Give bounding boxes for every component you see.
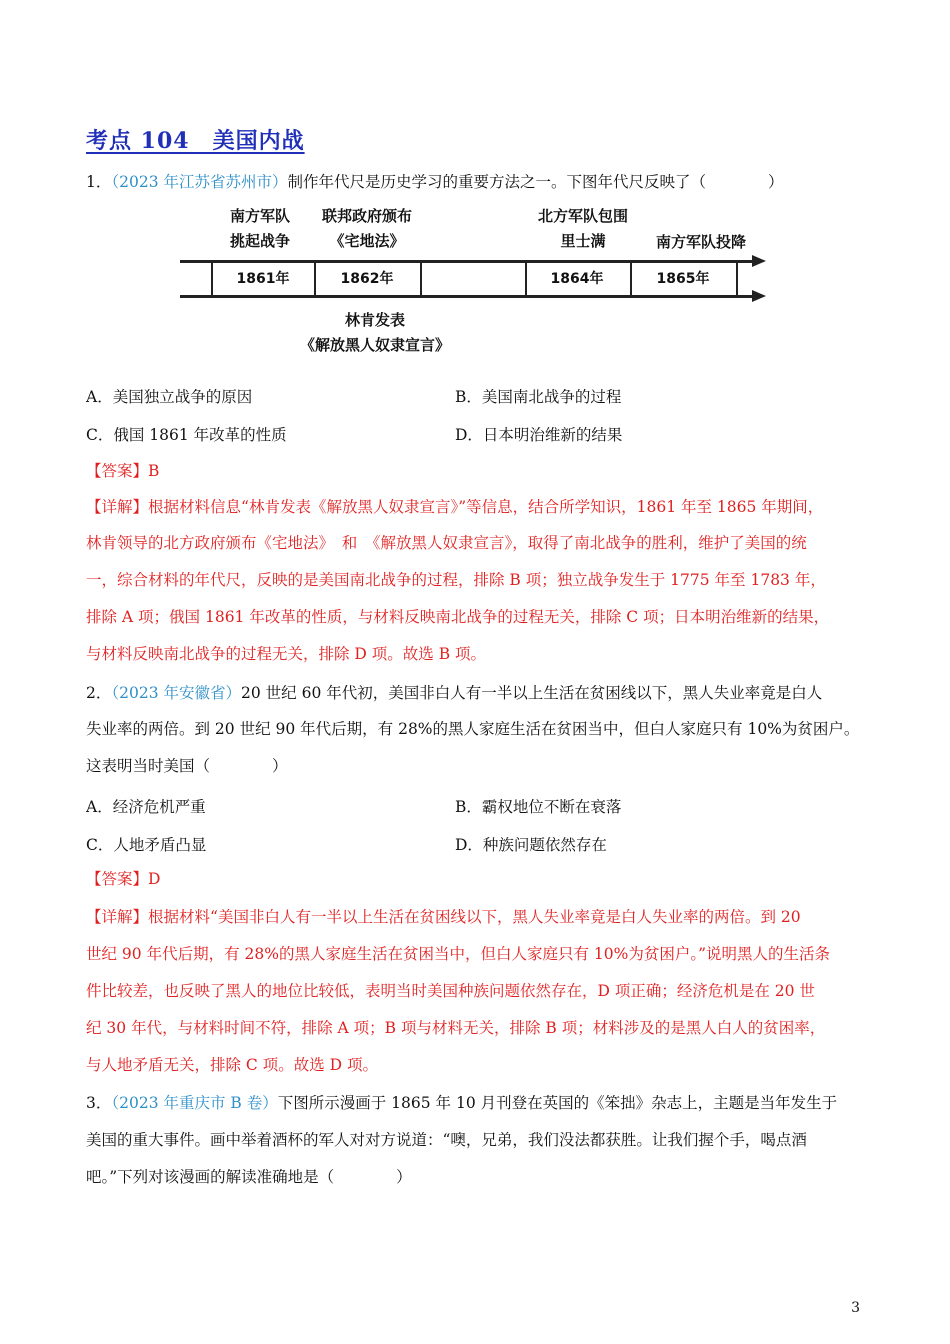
q1-stem-line	[86, 172, 784, 192]
timeline-arrow-bottom	[752, 290, 766, 302]
q1-detail-line: 排除 A 项；俄国 1861 年改革的性质，与材料反映南北战争的过程无关，排除 C 项；日本明治维新的结果，	[86, 608, 830, 626]
q2-source: （2023 年安徽省）	[111, 684, 241, 702]
q3-number: 3．	[86, 1094, 112, 1112]
q1-detail-label: 【详解】	[86, 498, 149, 516]
q2-option-c: C．人地矛盾凸显	[86, 836, 207, 854]
q2-number: 2．	[86, 684, 112, 702]
q3-stem-line: 美国的重大事件。画中举着酒杯的军人对对方说道：“噢，兄弟，我们没法都获胜。让我们握个手，喝点酒	[86, 1131, 807, 1149]
timeline-event-4: 北方军队包围 里士满	[537, 207, 628, 250]
timeline-tick	[736, 261, 738, 297]
timeline-event-3: 林肯发表 《解放黑人奴隶宣言》	[299, 311, 450, 354]
q1-option-c: C．俄国 1861 年改革的性质	[86, 426, 287, 444]
page-number: 3	[851, 1300, 860, 1316]
q2-stem-line: 这表明当时美国（ ）	[86, 757, 288, 775]
q1-option-b: B．美国南北战争的过程	[455, 388, 622, 406]
timeline-tick	[211, 261, 213, 297]
q2-detail-line: 纪 30 年代，与材料时间不符，排除 A 项；B 项与材料无关，排除 B 项；材料涉及的是黑人白人的贫困率，	[86, 1019, 826, 1037]
timeline-event-5: 南方军队投降	[655, 233, 746, 251]
q2-detail-line: 世纪 90 年代后期，有 28%的黑人家庭生活在贫困当中，但白人家庭只有 10%为贫困户。”说明黑人的生活条	[86, 945, 831, 963]
timeline-axis-bottom	[180, 295, 754, 298]
timeline-tick	[314, 261, 316, 297]
timeline-year-1862: 1862年	[340, 271, 394, 287]
timeline-tick	[420, 261, 422, 297]
timeline-axis-top	[180, 260, 754, 263]
q1-detail-line: 林肯领导的北方政府颁布《宅地法》 和 《解放黑人奴隶宣言》，取得了南北战争的胜利，维护了美国的统	[86, 534, 807, 552]
q1-option-d: D．日本明治维新的结果	[455, 426, 623, 444]
timeline-arrow-top	[752, 255, 766, 267]
q2-detail-label: 【详解】	[86, 908, 149, 926]
timeline-year-1865: 1865年	[656, 271, 710, 287]
timeline-year-1864: 1864年	[550, 271, 604, 287]
q3-stem-line: 3．（2023 年重庆市 B 卷）下图所示漫画于 1865 年 10 月刊登在英国的《笨拙》杂志上，主题是当年发生于	[86, 1094, 838, 1112]
q2-option-a: A．经济危机严重	[86, 798, 206, 816]
q3-stem-line: 吧。”下列对该漫画的解读准确地是（ ）	[86, 1168, 412, 1186]
q2-option-d: D．种族问题依然存在	[455, 836, 607, 854]
timeline-event-2: 联邦政府颁布 《宅地法》	[321, 207, 412, 250]
timeline-tick	[630, 261, 632, 297]
q2-option-b: B．霸权地位不断在衰落	[455, 798, 622, 816]
q2-answer: 【答案】D	[86, 870, 161, 888]
timeline-tick	[525, 261, 527, 297]
q1-answer: 【答案】B	[86, 462, 160, 480]
q1-source: （2023 年江苏省苏州市）	[111, 173, 288, 191]
q1-stem: 制作年代尺是历史学习的重要方法之一。下图年代尺反映了（ ）	[287, 173, 784, 191]
q1-number: 1．	[86, 173, 112, 191]
q2-detail-line: 【详解】根据材料“美国非白人有一半以上生活在贫困线以下，黑人失业率竟是白人失业率的两倍。到 20	[86, 908, 801, 926]
q2-detail-line: 与人地矛盾无关，排除 C 项。故选 D 项。	[86, 1056, 378, 1074]
q2-detail-line: 件比较差，也反映了黑人的地位比较低，表明当时美国种族问题依然存在，D 项正确；经济危机是在 20 世	[86, 982, 815, 1000]
timeline-figure	[180, 204, 770, 364]
q1-option-a: A．美国独立战争的原因	[86, 388, 253, 406]
section-title: 考点 104 美国内战	[86, 128, 305, 154]
timeline-year-1861: 1861年	[236, 271, 290, 287]
q3-source: （2023 年重庆市 B 卷）	[111, 1094, 278, 1112]
timeline-event-1: 南方军队 挑起战争	[229, 207, 290, 250]
q1-detail-line: 与材料反映南北战争的过程无关，排除 D 项。故选 B 项。	[86, 645, 487, 663]
q2-stem-line: 2．（2023 年安徽省）20 世纪 60 年代初，美国非白人有一半以上生活在贫困线以下，黑人失业率竟是白人	[86, 684, 823, 702]
q1-detail-line: 一，综合材料的年代尺，反映的是美国南北战争的过程，排除 B 项；独立战争发生于 1775 年至 1783 年，	[86, 571, 826, 589]
q1-detail-line: 【详解】根据材料信息“林肯发表《解放黑人奴隶宣言》”等信息，结合所学知识，1861 年至 1865 年期间，	[86, 498, 824, 516]
q2-stem-line: 失业率的两倍。到 20 世纪 90 年代后期，有 28%的黑人家庭生活在贫困当中，但白人家庭只有 10%为贫困户。	[86, 720, 860, 738]
